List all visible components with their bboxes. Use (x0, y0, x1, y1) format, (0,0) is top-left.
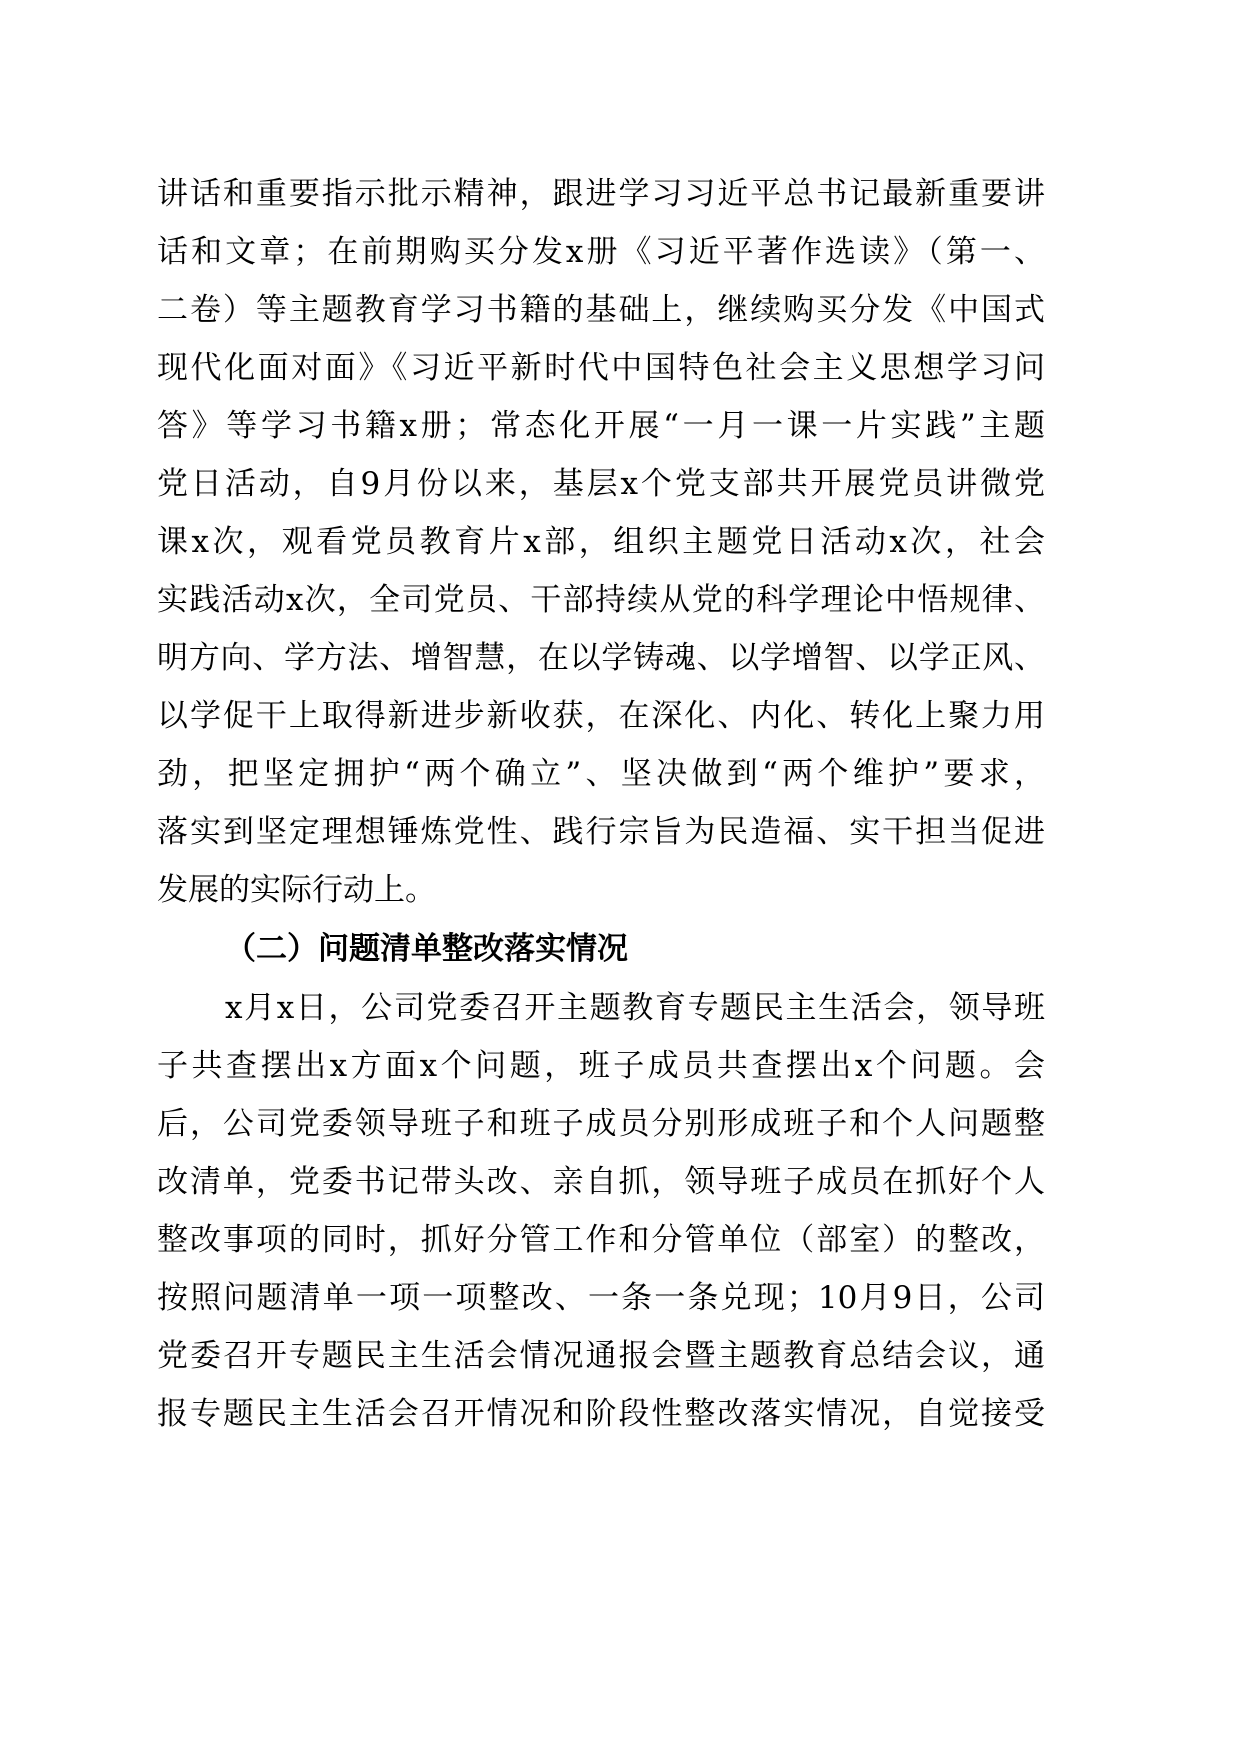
paragraph2-line-4: 改清单，党委书记带头改、亲自抓，领导班子成员在抓好个人 (157, 1164, 1045, 1200)
paragraph1-line-10: 以学促干上取得新进步新收获，在深化、内化、转化上聚力用 (157, 698, 1045, 734)
paragraph2-line-5: 整改事项的同时，抓好分管工作和分管单位（部室）的整改， (157, 1222, 1045, 1258)
paragraph2-line-7: 党委召开专题民主生活会情况通报会暨主题教育总结会议，通 (157, 1338, 1045, 1374)
paragraph1-line-12: 落实到坚定理想锤炼党性、践行宗旨为民造福、实干担当促进 (157, 814, 1045, 850)
paragraph1-line-6: 党日活动，自9月份以来，基层x个党支部共开展党员讲微党 (157, 466, 1045, 502)
paragraph1-line-3: 二卷）等主题教育学习书籍的基础上，继续购买分发《中国式 (157, 292, 1045, 328)
paragraph1-line-11: 劲，把坚定拥护“两个确立”、坚决做到“两个维护”要求， (157, 756, 1045, 792)
section-heading: （二）问题清单整改落实情况 (225, 931, 628, 967)
paragraph2-line-3: 后，公司党委领导班子和班子成员分别形成班子和个人问题整 (157, 1106, 1045, 1142)
paragraph1-line-5: 答》等学习书籍x册；常态化开展“一月一课一片实践”主题 (157, 408, 1045, 444)
paragraph1-line-4: 现代化面对面》《习近平新时代中国特色社会主义思想学习问 (157, 350, 1045, 386)
paragraph1-line-13: 发展的实际行动上。 (157, 872, 436, 908)
paragraph2-line-8: 报专题民主生活会召开情况和阶段性整改落实情况，自觉接受 (157, 1396, 1045, 1432)
paragraph1-line-8: 实践活动x次，全司党员、干部持续从党的科学理论中悟规律、 (157, 582, 1045, 618)
paragraph1-line-1: 讲话和重要指示批示精神，跟进学习习近平总书记最新重要讲 (157, 176, 1045, 212)
paragraph1-line-7: 课x次，观看党员教育片x部，组织主题党日活动x次，社会 (157, 524, 1045, 560)
paragraph2-line-2: 子共查摆出x方面x个问题，班子成员共查摆出x个问题。会 (157, 1048, 1045, 1084)
paragraph1-line-2: 话和文章；在前期购买分发x册《习近平著作选读》（第一、 (157, 234, 1045, 270)
paragraph1-line-9: 明方向、学方法、增智慧，在以学铸魂、以学增智、以学正风、 (157, 640, 1045, 676)
paragraph2-line-6: 按照问题清单一项一项整改、一条一条兑现；10月9日，公司 (157, 1280, 1045, 1316)
paragraph2-line-1: x月x日，公司党委召开主题教育专题民主生活会，领导班 (225, 990, 1045, 1026)
